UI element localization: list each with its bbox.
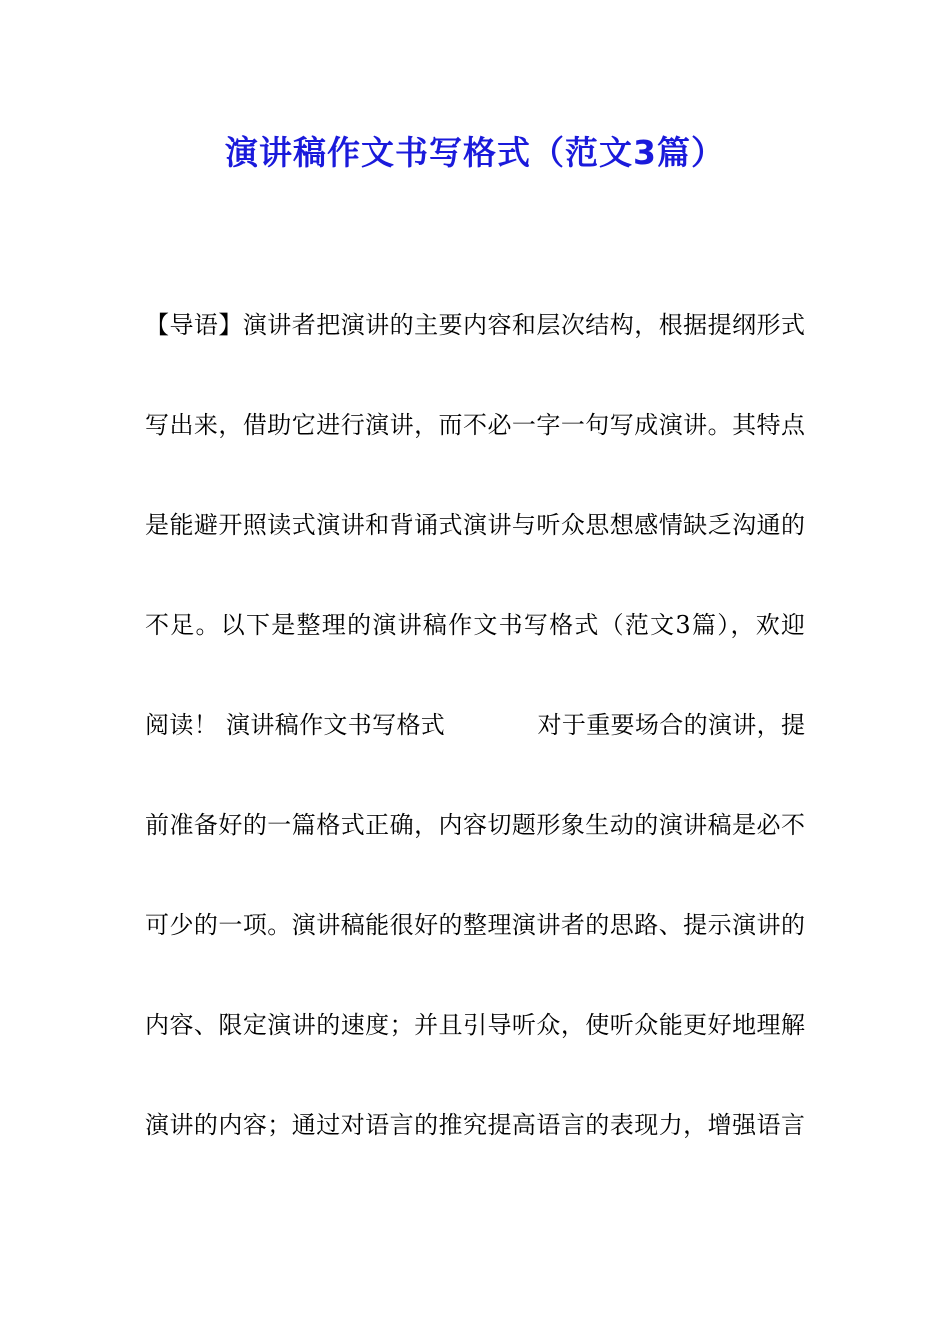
- body-line-3: 是能避开照读式演讲和背诵式演讲与听众思想感情缺乏沟通的: [145, 511, 805, 539]
- body-line-5-part-2: 对于重要场合的演讲，提: [537, 711, 805, 739]
- body-line-8: 内容、限定演讲的速度；并且引导听众，使听众能更好地理解: [145, 1011, 805, 1039]
- body-line-6: 前准备好的一篇格式正确，内容切题形象生动的演讲稿是必不: [145, 811, 805, 839]
- body-line-5: [145, 696, 805, 796]
- body-line-1: 【导语】演讲者把演讲的主要内容和层次结构，根据提纲形式: [145, 311, 805, 339]
- body-line-5-part-1: 阅读！ 演讲稿作文书写格式: [145, 711, 446, 739]
- body-line-9: 演讲的内容；通过对语言的推究提高语言的表现力，增强语言: [145, 1111, 805, 1139]
- body-line-2: 写出来，借助它进行演讲，而不必一字一句写成演讲。其特点: [145, 411, 805, 439]
- document-body: [145, 296, 810, 1196]
- document-title: 演讲稿作文书写格式（范文3篇）: [225, 133, 725, 172]
- body-line-4: 不足。以下是整理的演讲稿作文书写格式（范文3篇），欢迎: [145, 611, 805, 639]
- body-line-7: 可少的一项。演讲稿能很好的整理演讲者的思路、提示演讲的: [145, 911, 805, 939]
